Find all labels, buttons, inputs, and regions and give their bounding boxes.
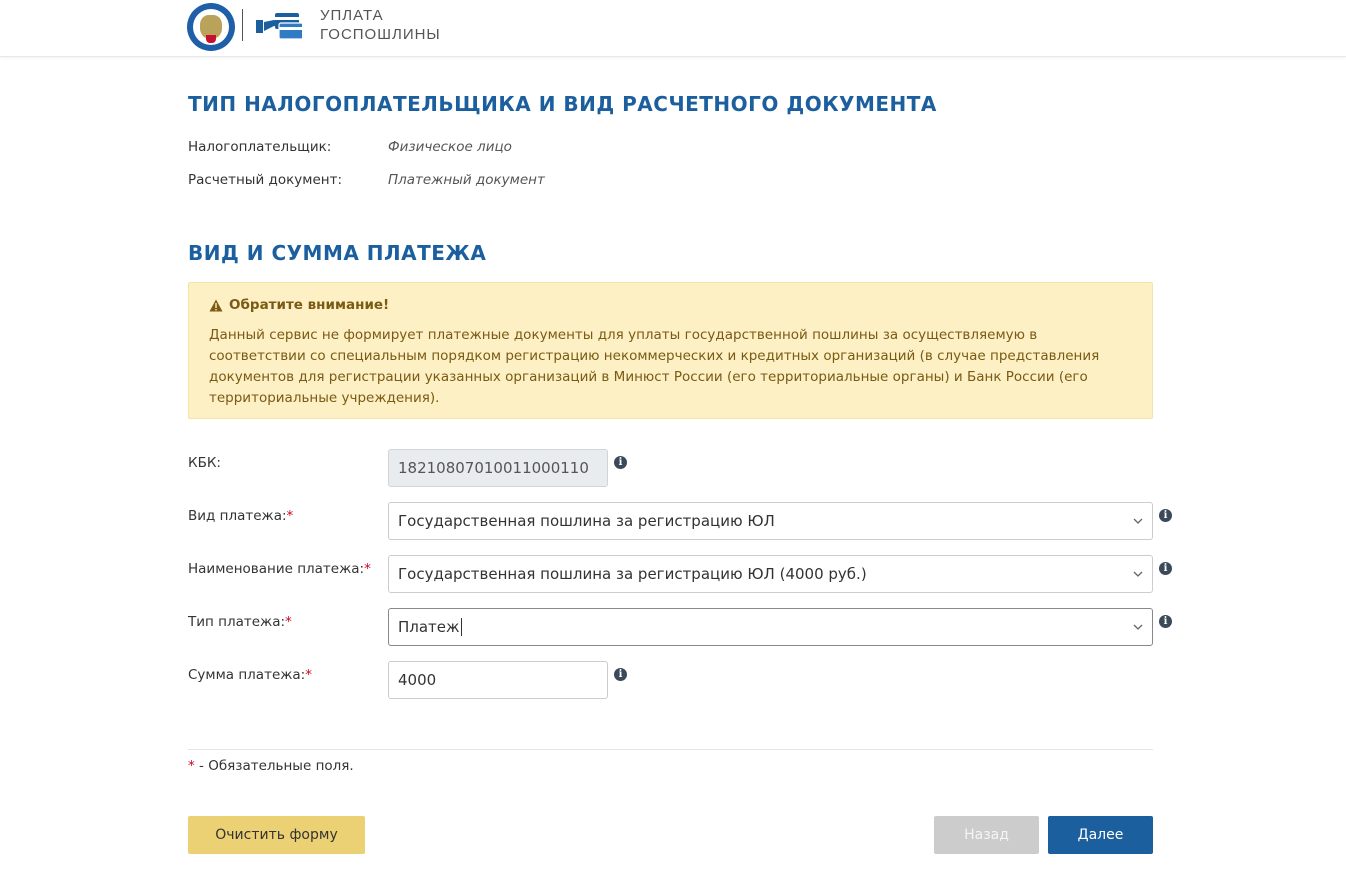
payment-type-label (188, 614, 292, 630)
required-note-asterisk: * (188, 758, 195, 774)
document-value: Платежный документ (388, 172, 545, 188)
payment-sum-field[interactable] (388, 661, 608, 699)
notice-title-text: Обратите внимание! (229, 297, 390, 313)
site-header (0, 0, 1346, 57)
kbk-field (388, 449, 608, 487)
eagle-icon (200, 15, 222, 39)
header-title[interactable] (320, 6, 441, 44)
section-heading-payment: ВИД И СУММА ПЛАТЕЖА (188, 241, 487, 265)
taxpayer-label: Налогоплательщик: (188, 139, 332, 155)
chevron-down-icon (1133, 624, 1143, 630)
chevron-down-icon (1133, 518, 1143, 524)
text-cursor (461, 618, 462, 636)
payment-name-label (188, 561, 371, 577)
header-divider (242, 9, 243, 41)
payment-name-label-text: Наименование платежа: (188, 561, 365, 577)
emblem-inner (193, 9, 229, 45)
chevron-down-icon (1133, 571, 1143, 577)
payment-sum-label (188, 667, 312, 683)
header-title-line1: УПЛАТА (320, 7, 384, 24)
kbk-label-text: КБК: (188, 455, 221, 471)
payment-sum-info-icon[interactable]: i (614, 668, 627, 681)
required-asterisk: * (286, 508, 294, 524)
payment-kind-info-icon[interactable]: i (1159, 509, 1172, 522)
payment-kind-label (188, 508, 293, 524)
notice-text: Данный сервис не формирует платежные документы для уплаты государственной пошлины за осуществляемую в соответствии со специальным порядком регистрацию некоммерческих и кредитных организаций (в случае представления документов для регистрации указанных организаций в Минюст России (его территориальные органы) и Банк России (его территориальные учреждения). (209, 327, 1100, 406)
payment-kind-select[interactable] (388, 502, 1153, 540)
required-asterisk: * (364, 561, 371, 577)
required-asterisk: * (285, 614, 292, 630)
required-asterisk: * (305, 667, 312, 683)
payment-type-value: Платеж (398, 617, 460, 636)
kbk-info-icon[interactable]: i (614, 456, 627, 469)
document-label: Расчетный документ: (188, 172, 342, 188)
payment-name-select[interactable] (388, 555, 1153, 593)
required-note (188, 758, 354, 774)
payment-kind-value: Государственная пошлина за регистрацию ЮЛ (398, 512, 775, 530)
section-heading-taxpayer: ТИП НАЛОГОПЛАТЕЛЬЩИКА И ВИД РАСЧЕТНОГО ДОКУМЕНТА (188, 92, 937, 116)
payment-type-info-icon[interactable]: i (1159, 615, 1172, 628)
required-note-text: - Обязательные поля. (194, 758, 354, 774)
payment-name-info-icon[interactable]: i (1159, 562, 1172, 575)
warning-icon (209, 299, 223, 312)
notice-box (188, 282, 1153, 419)
clear-form-button[interactable]: Очистить форму (188, 816, 365, 854)
payment-sum-input[interactable] (398, 671, 598, 689)
payment-type-select[interactable] (388, 608, 1153, 646)
header-title-line2: ГОСПОШЛИНЫ (320, 26, 441, 43)
notice-title (209, 295, 1132, 316)
payment-kind-label-text: Вид платежа: (188, 508, 287, 524)
taxpayer-value: Физическое лицо (388, 139, 512, 155)
back-button[interactable]: Назад (934, 816, 1039, 854)
payment-name-value: Государственная пошлина за регистрацию ЮЛ (4000 руб.) (398, 565, 867, 583)
fns-emblem-icon[interactable] (187, 3, 235, 51)
kbk-label (188, 455, 221, 471)
kbk-value: 18210807010011000110 (398, 459, 589, 477)
hand-card-icon (256, 11, 302, 41)
payment-type-value-wrap (398, 618, 462, 637)
next-button[interactable]: Далее (1048, 816, 1153, 854)
form-divider (188, 749, 1153, 750)
payment-sum-label-text: Сумма платежа: (188, 667, 306, 683)
payment-type-label-text: Тип платежа: (188, 614, 286, 630)
